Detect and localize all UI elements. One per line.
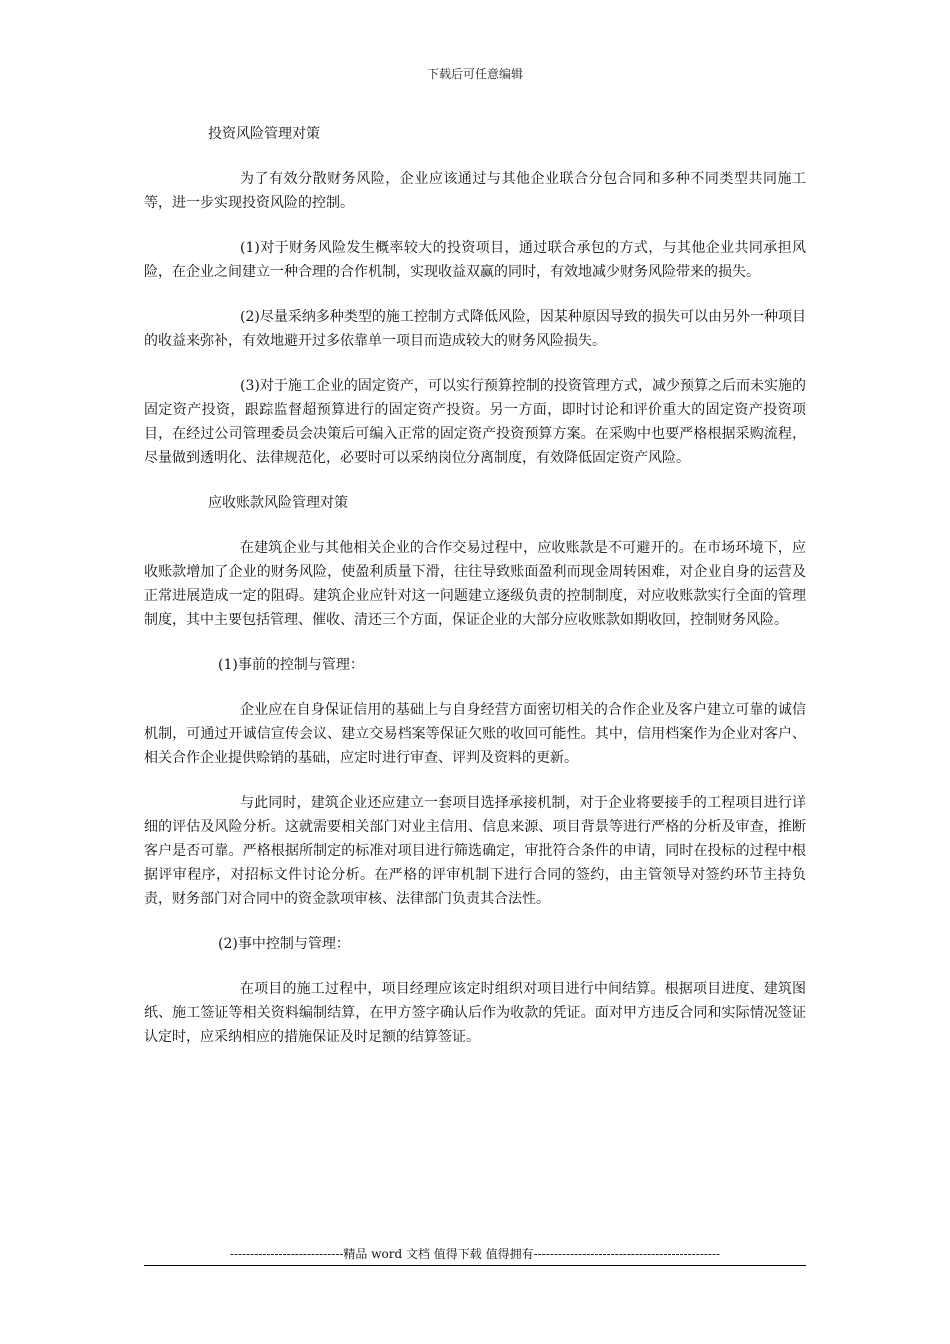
paragraph: 在建筑企业与其他相关企业的合作交易过程中，应收账款是不可避开的。在市场环境下，应收账款增加了企业的财务风险，使盈利质量下滑，往往导致账面盈利而现金周转困难，对企业自身的运营及正常进展造成一定的阻碍。建筑企业应针对这一问题建立逐级负责的控制制度，对应收账款实行全面的管理制度，其中主要包括管理、催收、清还三个方面，保证企业的大部分应收账款如期收回，控制财务风险。 <box>144 540 806 628</box>
section-heading-receivables-risk: 应收账款风险管理对策 <box>208 495 348 511</box>
paragraph: 在项目的施工过程中，项目经理应该定时组织对项目进行中间结算。根据项目进度、建筑图纸、施工签证等相关资料编制结算，在甲方签字确认后作为收款的凭证。面对甲方违反合同和实际情况签证认定时，应采纳相应的措施保证及时足额的结算签证。 <box>144 981 806 1045</box>
paragraph: 与此同时，建筑企业还应建立一套项目选择承接机制，对于企业将要接手的工程项目进行详细的评估及风险分析。这就需要相关部门对业主信用、信息来源、项目背景等进行严格的分析及审查，推断客户是否可靠。严格根据所制定的标准对项目进行筛选确定，审批符合条件的申请，同时在投标的过程中根据评审程序，对招标文件讨论分析。在严格的评审机制下进行合同的签约，由主管领导对签约环节主持负责，财务部门对合同中的资金款项审核、法律部门负责其合法性。 <box>144 795 806 907</box>
paragraph: (2)尽量采纳多种类型的施工控制方式降低风险，因某种原因导致的损失可以由另外一种项目的收益来弥补，有效地避开过多依靠单一项目而造成较大的财务风险损失。 <box>144 309 806 349</box>
subheading-in-process-control: (2)事中控制与管理： <box>218 936 350 952</box>
paragraph: 为了有效分散财务风险，企业应该通过与其他企业联合分包合同和多种不同类型共同施工等，进一步实现投资风险的控制。 <box>144 171 806 211</box>
section-heading-investment-risk: 投资风险管理对策 <box>208 126 320 142</box>
paragraph: (3)对于施工企业的固定资产，可以实行预算控制的投资管理方式，减少预算之后而未实施的固定资产投资，跟踪监督超预算进行的固定资产投资。另一方面，即时讨论和评价重大的固定资产投资项目，在经过公司管理委员会决策后可编入正常的固定资产投资预算方案。在采购中也要严格根据采购流程，尽量做到透明化、法律规范化，必要时可以采纳岗位分离制度，有效降低固定资产风险。 <box>144 378 806 466</box>
paragraph: (1)对于财务风险发生概率较大的投资项目，通过联合承包的方式，与其他企业共同承担风险，在企业之间建立一种合理的合作机制，实现收益双赢的同时，有效地减少财务风险带来的损失。 <box>144 240 806 280</box>
subheading-pre-control: (1)事前的控制与管理： <box>218 657 364 673</box>
paragraph: 企业应在自身保证信用的基础上与自身经营方面密切相关的合作企业及客户建立可靠的诚信机制，可通过开诚信宣传会议、建立交易档案等保证欠账的收回可能性。其中，信用档案作为企业对客户、相关合作企业提供赊销的基础，应定时进行审查、评判及资料的更新。 <box>144 702 806 766</box>
page-header: 下载后可任意编辑 <box>426 67 523 81</box>
document-body <box>144 122 806 1070</box>
page-footer: ----------------------------精品 word 文档 值得下载 值得拥有---------------------------------------------- <box>144 1245 806 1266</box>
